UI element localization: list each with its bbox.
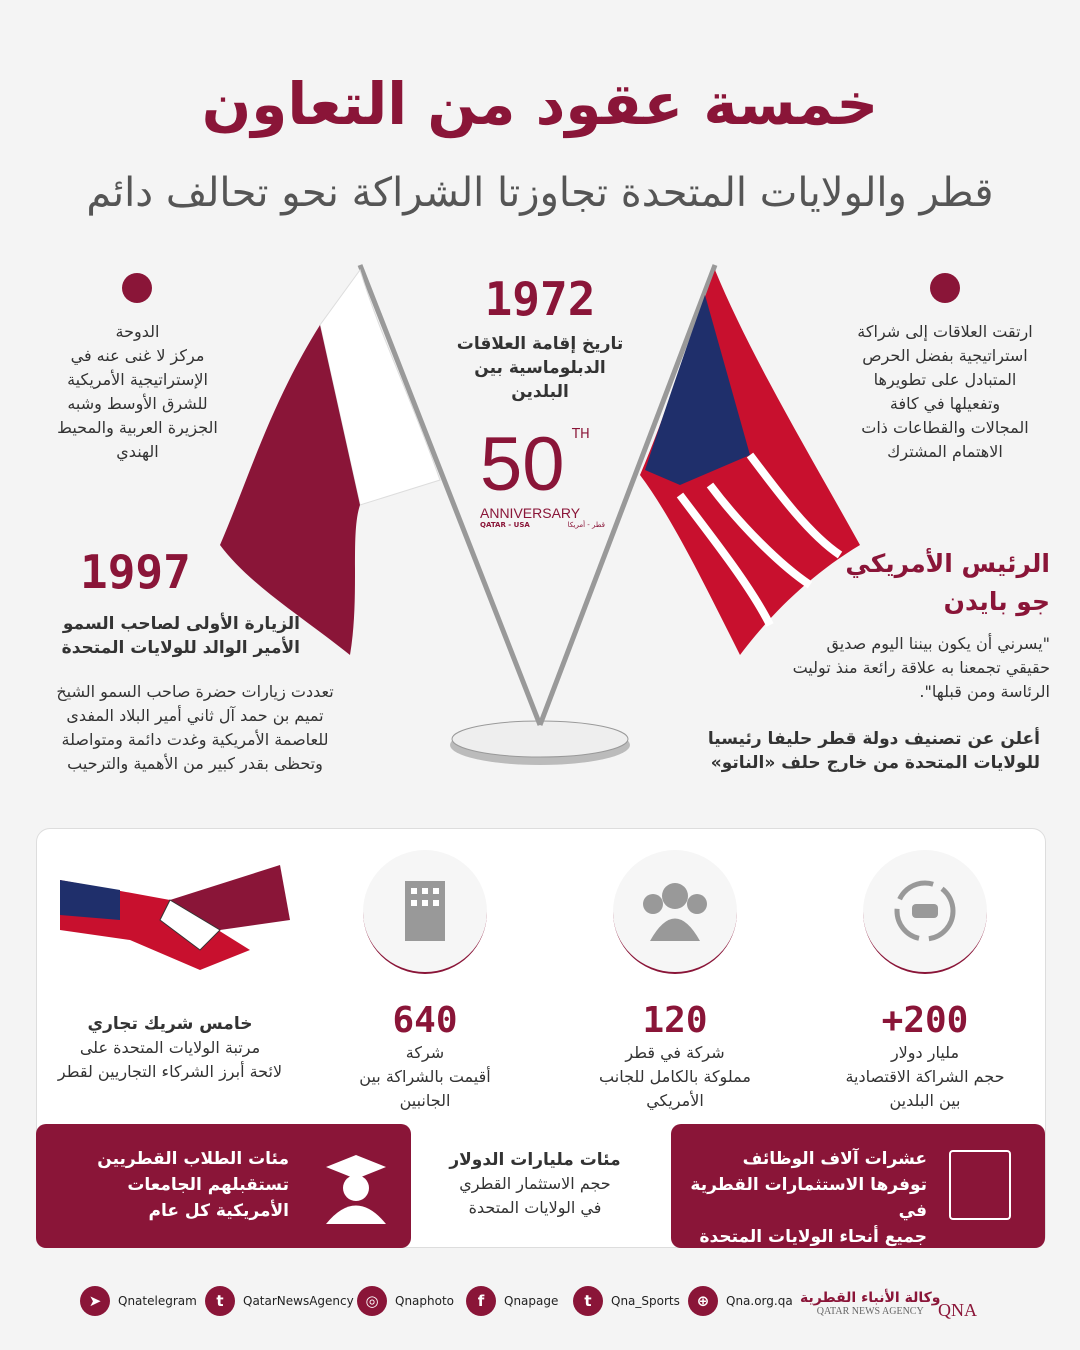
line: عشرات آلاف الوظائف bbox=[742, 1149, 927, 1169]
agency-en: QATAR NEWS AGENCY bbox=[816, 1306, 924, 1317]
line: المجالات والقطاعات ذات bbox=[861, 418, 1029, 437]
stat-value: 120 bbox=[642, 1000, 708, 1041]
social-instagram[interactable] bbox=[357, 1286, 454, 1316]
page-subtitle: قطر والولايات المتحدة تجاوزتا الشراكة نحو تحالف دائم bbox=[86, 170, 994, 216]
line: مئات مليارات الدولار bbox=[449, 1150, 621, 1170]
instagram-icon: ◎ bbox=[357, 1286, 387, 1316]
social-label: Qna_Sports bbox=[611, 1294, 680, 1308]
bullet-dot bbox=[930, 273, 960, 303]
resume-search-icon bbox=[949, 1150, 1011, 1220]
line: تعددت زيارات حضرة صاحب السمو الشيخ bbox=[56, 682, 334, 701]
jobs-box bbox=[671, 1124, 1045, 1248]
line: جو بايدن bbox=[943, 587, 1050, 616]
twitter-icon: t bbox=[205, 1286, 235, 1316]
bullet-dot bbox=[122, 273, 152, 303]
stat-desc bbox=[565, 1041, 785, 1113]
line: ارتقت العلاقات إلى شراكة bbox=[857, 322, 1033, 341]
line: وتحظى بقدر كبير من الأهمية والترحيب bbox=[67, 754, 323, 773]
social-telegram[interactable] bbox=[80, 1286, 197, 1316]
line: مليار دولار bbox=[890, 1043, 960, 1062]
line: الاهتمام المشترك bbox=[887, 442, 1003, 461]
line: حقيقي تجمعنا به علاقة رائعة منذ توليت bbox=[792, 658, 1050, 677]
agency-ar: وكالة الأنباء القطرية bbox=[800, 1290, 941, 1306]
line: وتفعيلها في كافة bbox=[889, 394, 1001, 413]
logo-sub-ar: قطر - أمريكا bbox=[567, 521, 605, 529]
investment-text bbox=[430, 1148, 640, 1220]
social-label: Qnaphoto bbox=[395, 1294, 455, 1308]
stat-desc bbox=[50, 1036, 290, 1084]
line: حجم الشراكة الاقتصادية bbox=[845, 1067, 1005, 1086]
line: مملوكة بالكامل للجانب bbox=[599, 1067, 751, 1086]
facebook-icon: f bbox=[466, 1286, 496, 1316]
line: بين البلدين bbox=[889, 1091, 961, 1110]
line: استراتيجية بفضل الحرص bbox=[862, 346, 1028, 365]
logo-word: ANNIVERSARY bbox=[480, 505, 581, 521]
social-label: Qna.org.qa bbox=[726, 1294, 793, 1308]
logo-number: 50 bbox=[480, 422, 565, 507]
line: الدبلوماسية بين bbox=[474, 358, 606, 378]
line: مرتبة الولايات المتحدة على bbox=[79, 1038, 261, 1057]
line: الجزيرة العربية والمحيط bbox=[57, 418, 218, 437]
line: المتبادل على تطويرها bbox=[873, 370, 1017, 389]
students-box bbox=[36, 1124, 411, 1248]
stat-trade-partner bbox=[50, 860, 290, 1084]
stat-desc bbox=[315, 1041, 535, 1113]
line: الرئيس الأمريكي bbox=[845, 549, 1050, 578]
biden-quote bbox=[730, 632, 1050, 704]
group-icon bbox=[613, 850, 737, 974]
social-label: QatarNewsAgency bbox=[243, 1294, 354, 1308]
50th-anniversary-logo bbox=[480, 422, 605, 540]
qna-logo: QNA bbox=[938, 1300, 977, 1320]
nato-note bbox=[700, 727, 1040, 775]
line: الأمير الوالد للولايات المتحدة bbox=[61, 638, 300, 658]
line: مئات الطلاب القطريين bbox=[97, 1149, 289, 1169]
flag-handshake-icon bbox=[50, 860, 290, 980]
line: الزيارة الأولى لصاحب السمو bbox=[62, 614, 300, 634]
stat-desc bbox=[815, 1041, 1035, 1113]
telegram-icon: ➤ bbox=[80, 1286, 110, 1316]
social-label: Qnatelegram bbox=[118, 1294, 197, 1308]
social-website[interactable] bbox=[688, 1286, 793, 1316]
social-facebook[interactable] bbox=[466, 1286, 558, 1316]
line: شركة في قطر bbox=[625, 1043, 725, 1062]
line: الجانبين bbox=[399, 1091, 451, 1110]
qatar-flag bbox=[220, 270, 440, 655]
students-text bbox=[49, 1146, 289, 1224]
line: الرئاسة ومن قبلها". bbox=[919, 682, 1050, 701]
line: الأمريكية كل عام bbox=[148, 1201, 289, 1221]
line: مركز لا غنى عنه في bbox=[70, 346, 205, 365]
line: تميم بن حمد آل ثاني أمير البلاد المفدى bbox=[66, 706, 324, 725]
qna-agency-name bbox=[800, 1290, 940, 1317]
stat-companies-in-qatar bbox=[565, 850, 785, 1113]
line: أعلن عن تصنيف دولة قطر حليفا رئيسيا bbox=[707, 729, 1040, 749]
line: الأمريكي bbox=[646, 1091, 704, 1110]
line: الدوحة bbox=[115, 322, 160, 341]
globe-icon: ⊕ bbox=[688, 1286, 718, 1316]
office-building-icon bbox=[363, 850, 487, 974]
1972-caption bbox=[430, 332, 650, 404]
social-twitter-sports[interactable] bbox=[573, 1286, 680, 1316]
line: أقيمت بالشراكة بين bbox=[359, 1067, 491, 1086]
year-1997: 1997 bbox=[80, 545, 191, 599]
visit-heading bbox=[40, 612, 300, 660]
stat-value: +200 bbox=[881, 1000, 969, 1041]
graduate-icon bbox=[321, 1152, 391, 1224]
line: حجم الاستثمار القطري bbox=[459, 1174, 611, 1193]
social-label: Qnapage bbox=[504, 1294, 559, 1308]
line: جميع أنحاء الولايات المتحدة bbox=[699, 1227, 927, 1247]
logo-sup: TH bbox=[572, 427, 590, 442]
line: في الولايات المتحدة bbox=[468, 1198, 602, 1217]
line: "يسرني أن يكون بيننا اليوم صديق bbox=[826, 634, 1050, 653]
line: الهندي bbox=[116, 442, 159, 461]
line: تاريخ إقامة العلاقات bbox=[456, 334, 624, 354]
stat-partnership bbox=[815, 850, 1035, 1113]
line: تستقبلهم الجامعات bbox=[127, 1175, 289, 1195]
line: للعاصمة الأمريكية وغدت دائمة ومتواصلة bbox=[61, 730, 329, 749]
handshake-cycle-icon bbox=[863, 850, 987, 974]
line: شركة bbox=[405, 1043, 445, 1062]
jobs-text bbox=[667, 1146, 927, 1250]
line: للشرق الأوسط وشبه bbox=[67, 394, 208, 413]
stat-joint-companies bbox=[315, 850, 535, 1113]
line: توفرها الاستثمارات القطرية في bbox=[690, 1175, 927, 1221]
logo-sub-en: QATAR - USA bbox=[480, 521, 530, 529]
stat-value: 640 bbox=[392, 1000, 458, 1041]
line: البلدين bbox=[511, 382, 569, 402]
line: الإستراتيجية الأمريكية bbox=[67, 370, 208, 389]
year-1972: 1972 bbox=[484, 272, 596, 326]
biden-heading bbox=[820, 545, 1050, 621]
social-twitter[interactable] bbox=[205, 1286, 354, 1316]
visit-body bbox=[30, 680, 360, 776]
twitter-icon: t bbox=[573, 1286, 603, 1316]
line: للولايات المتحدة من خارج حلف «الناتو» bbox=[710, 753, 1040, 773]
page-title: خمسة عقود من التعاون bbox=[201, 70, 879, 138]
stat-title: خامس شريك تجاري bbox=[87, 1014, 253, 1034]
line: لائحة أبرز الشركاء التجاريين لقطر bbox=[57, 1062, 283, 1081]
